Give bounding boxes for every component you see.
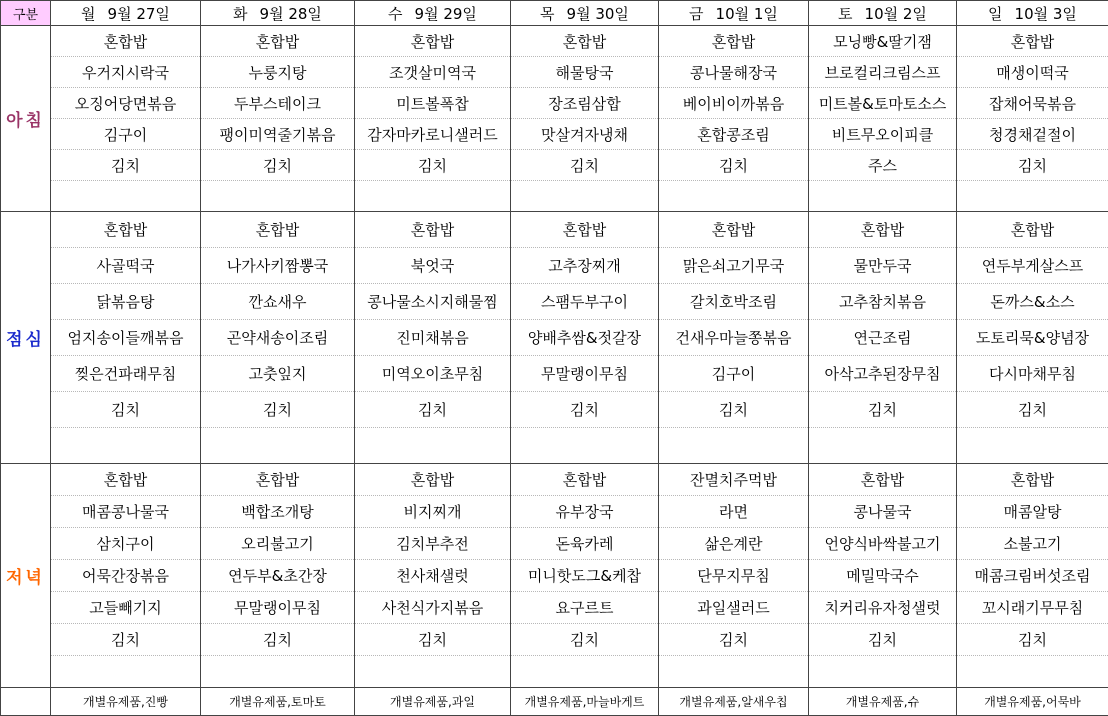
menu-cell: 매콤콩나물국 (51, 496, 201, 528)
menu-cell: 김치 (355, 150, 511, 181)
menu-cell: 혼합밥 (511, 464, 659, 496)
menu-cell (51, 181, 201, 212)
dinner-row (1, 528, 1108, 560)
menu-cell: 치커리유자청샐럿 (809, 592, 957, 624)
menu-cell: 혼합밥 (201, 26, 355, 57)
menu-cell: 진미채볶음 (355, 320, 511, 356)
menu-cell: 꼬시래기무무침 (957, 592, 1108, 624)
day-date: 9월 29일 (415, 5, 477, 23)
menu-cell: 혼합밥 (957, 26, 1108, 57)
menu-cell (957, 428, 1108, 464)
menu-cell: 어묵간장볶음 (51, 560, 201, 592)
menu-cell: 김치 (201, 392, 355, 428)
menu-cell: 메밀막국수 (809, 560, 957, 592)
menu-cell (659, 428, 809, 464)
day-header (809, 1, 957, 26)
menu-cell: 혼합밥 (51, 212, 201, 248)
menu-cell: 김치 (659, 150, 809, 181)
snack-cell: 개별유제품,마늘바게트 (511, 688, 659, 716)
menu-cell: 오징어당면볶음 (51, 88, 201, 119)
menu-cell: 김치 (957, 392, 1108, 428)
menu-cell: 매콤알탕 (957, 496, 1108, 528)
dinner-row (1, 560, 1108, 592)
lunch-row (1, 392, 1108, 428)
menu-cell: 고들빼기지 (51, 592, 201, 624)
menu-cell: 돈까스&소스 (957, 284, 1108, 320)
menu-cell: 미니핫도그&케찹 (511, 560, 659, 592)
menu-cell: 혼합밥 (659, 26, 809, 57)
dinner-row (1, 624, 1108, 656)
menu-cell: 김구이 (51, 119, 201, 150)
menu-cell (511, 181, 659, 212)
day-date: 10월 3일 (1015, 5, 1077, 23)
dinner-row (1, 656, 1108, 688)
day-weekday: 월 (81, 3, 96, 24)
menu-cell: 혼합밥 (201, 212, 355, 248)
menu-cell: 미역오이초무침 (355, 356, 511, 392)
lunch-row (1, 320, 1108, 356)
dinner-row (1, 464, 1108, 496)
menu-cell: 김치 (809, 392, 957, 428)
menu-cell: 다시마채무침 (957, 356, 1108, 392)
menu-cell: 누룽지탕 (201, 57, 355, 88)
dinner-row (1, 496, 1108, 528)
breakfast-row (1, 88, 1108, 119)
menu-cell: 물만두국 (809, 248, 957, 284)
day-date: 10월 1일 (716, 5, 778, 23)
menu-cell (511, 428, 659, 464)
menu-cell (511, 656, 659, 688)
menu-cell: 매콤크림버섯조림 (957, 560, 1108, 592)
day-header (51, 1, 201, 26)
breakfast-row (1, 181, 1108, 212)
menu-cell: 콩나물국 (809, 496, 957, 528)
menu-cell: 김치 (957, 624, 1108, 656)
menu-cell: 두부스테이크 (201, 88, 355, 119)
snack-cell: 개별유제품,알새우칩 (659, 688, 809, 716)
menu-cell: 고추장찌개 (511, 248, 659, 284)
menu-cell: 혼합밥 (51, 464, 201, 496)
menu-cell: 혼합밥 (355, 464, 511, 496)
menu-cell: 청경채겉절이 (957, 119, 1108, 150)
menu-cell: 김치 (511, 150, 659, 181)
menu-cell: 닭볶음탕 (51, 284, 201, 320)
day-weekday: 화 (233, 3, 248, 24)
menu-cell: 김치 (659, 624, 809, 656)
dinner-label: 저녁 (1, 464, 51, 688)
lunch-row (1, 284, 1108, 320)
menu-cell: 스팸두부구이 (511, 284, 659, 320)
menu-cell: 김치부추전 (355, 528, 511, 560)
breakfast-row (1, 26, 1108, 57)
menu-cell: 비트무오이피클 (809, 119, 957, 150)
day-weekday: 금 (689, 3, 704, 24)
menu-cell: 혼합밥 (809, 212, 957, 248)
menu-cell (957, 181, 1108, 212)
menu-cell: 김치 (659, 392, 809, 428)
breakfast-label: 아침 (1, 26, 51, 212)
menu-cell: 오리불고기 (201, 528, 355, 560)
menu-cell: 김치 (511, 392, 659, 428)
menu-cell (201, 656, 355, 688)
menu-cell: 맛살겨자냉채 (511, 119, 659, 150)
menu-cell (355, 181, 511, 212)
menu-cell (957, 656, 1108, 688)
menu-cell: 혼합밥 (511, 26, 659, 57)
menu-cell: 혼합콩조림 (659, 119, 809, 150)
menu-cell: 과일샐러드 (659, 592, 809, 624)
menu-cell: 사천식가지볶음 (355, 592, 511, 624)
menu-cell (809, 181, 957, 212)
breakfast-row (1, 57, 1108, 88)
menu-cell: 잡채어묵볶음 (957, 88, 1108, 119)
menu-cell: 건새우마늘쫑볶음 (659, 320, 809, 356)
menu-cell: 고춧잎지 (201, 356, 355, 392)
snack-cell: 개별유제품,토마토 (201, 688, 355, 716)
menu-cell: 찢은건파래무침 (51, 356, 201, 392)
menu-cell: 혼합밥 (355, 26, 511, 57)
menu-cell: 혼합밥 (511, 212, 659, 248)
menu-cell: 고추참치볶음 (809, 284, 957, 320)
menu-cell: 라면 (659, 496, 809, 528)
menu-cell: 삶은계란 (659, 528, 809, 560)
day-date: 9월 30일 (567, 5, 629, 23)
menu-cell: 김치 (511, 624, 659, 656)
menu-cell: 팽이미역줄기볶음 (201, 119, 355, 150)
menu-cell: 혼합밥 (809, 464, 957, 496)
menu-cell: 우거지시락국 (51, 57, 201, 88)
day-date: 9월 28일 (260, 5, 322, 23)
lunch-row (1, 428, 1108, 464)
day-weekday: 일 (988, 3, 1003, 24)
menu-cell: 갈치호박조림 (659, 284, 809, 320)
lunch-row (1, 212, 1108, 248)
day-header (659, 1, 809, 26)
menu-cell: 유부장국 (511, 496, 659, 528)
menu-cell: 미트볼폭찹 (355, 88, 511, 119)
menu-cell: 잔멸치주먹밥 (659, 464, 809, 496)
menu-cell: 비지찌개 (355, 496, 511, 528)
dinner-row (1, 592, 1108, 624)
menu-cell: 백합조개탕 (201, 496, 355, 528)
menu-cell: 모닝빵&딸기잼 (809, 26, 957, 57)
menu-cell: 김치 (51, 624, 201, 656)
menu-cell (201, 428, 355, 464)
day-header (511, 1, 659, 26)
menu-cell: 사골떡국 (51, 248, 201, 284)
menu-cell: 브로컬리크림스프 (809, 57, 957, 88)
menu-cell: 곤약새송이조림 (201, 320, 355, 356)
menu-cell: 양배추쌈&젓갈장 (511, 320, 659, 356)
menu-cell: 혼합밥 (201, 464, 355, 496)
menu-cell: 단무지무침 (659, 560, 809, 592)
menu-cell: 김치 (201, 624, 355, 656)
menu-cell: 천사채샐럿 (355, 560, 511, 592)
header-label: 구분 (1, 1, 51, 26)
menu-cell: 해물탕국 (511, 57, 659, 88)
menu-cell: 삼치구이 (51, 528, 201, 560)
day-weekday: 토 (838, 3, 853, 24)
day-date: 9월 27일 (108, 5, 170, 23)
menu-cell: 소불고기 (957, 528, 1108, 560)
header-row (1, 1, 1108, 26)
day-weekday: 목 (540, 3, 555, 24)
menu-cell: 베이비이까볶음 (659, 88, 809, 119)
menu-cell: 김치 (957, 150, 1108, 181)
snack-cell: 개별유제품,과일 (355, 688, 511, 716)
menu-cell (809, 428, 957, 464)
breakfast-row (1, 119, 1108, 150)
menu-cell: 김치 (809, 624, 957, 656)
snack-cell: 개별유제품,슈 (809, 688, 957, 716)
menu-cell (659, 656, 809, 688)
day-header (957, 1, 1108, 26)
menu-cell: 주스 (809, 150, 957, 181)
menu-cell (355, 656, 511, 688)
menu-cell: 연두부&초간장 (201, 560, 355, 592)
menu-cell: 미트볼&토마토소스 (809, 88, 957, 119)
snack-label-cell (1, 688, 51, 716)
menu-cell: 김치 (355, 624, 511, 656)
menu-cell: 연두부게살스프 (957, 248, 1108, 284)
menu-cell (659, 181, 809, 212)
menu-cell: 언양식바싹불고기 (809, 528, 957, 560)
menu-cell: 엄지송이들깨볶음 (51, 320, 201, 356)
menu-cell (809, 656, 957, 688)
menu-cell: 혼합밥 (51, 26, 201, 57)
menu-cell: 감자마카로니샐러드 (355, 119, 511, 150)
menu-cell: 아삭고추된장무침 (809, 356, 957, 392)
menu-cell: 맑은쇠고기무국 (659, 248, 809, 284)
menu-cell: 연근조림 (809, 320, 957, 356)
menu-cell: 혼합밥 (957, 464, 1108, 496)
day-header (201, 1, 355, 26)
menu-cell: 혼합밥 (957, 212, 1108, 248)
snack-cell: 개별유제품,진빵 (51, 688, 201, 716)
menu-cell: 김치 (201, 150, 355, 181)
snack-cell: 개별유제품,어묵바 (957, 688, 1108, 716)
menu-cell: 요구르트 (511, 592, 659, 624)
menu-cell: 북엇국 (355, 248, 511, 284)
menu-cell: 김치 (51, 150, 201, 181)
day-date: 10월 2일 (865, 5, 927, 23)
menu-cell: 김치 (355, 392, 511, 428)
menu-cell: 혼합밥 (355, 212, 511, 248)
menu-cell: 콩나물소시지해물찜 (355, 284, 511, 320)
menu-cell: 깐쇼새우 (201, 284, 355, 320)
menu-cell: 돈육카레 (511, 528, 659, 560)
menu-cell: 김치 (51, 392, 201, 428)
lunch-row (1, 248, 1108, 284)
lunch-row (1, 356, 1108, 392)
menu-cell: 도토리묵&양념장 (957, 320, 1108, 356)
menu-cell (51, 428, 201, 464)
menu-cell: 콩나물해장국 (659, 57, 809, 88)
menu-cell: 혼합밥 (659, 212, 809, 248)
menu-cell: 나가사키짬뽕국 (201, 248, 355, 284)
menu-cell: 무말랭이무침 (511, 356, 659, 392)
menu-cell: 조갯살미역국 (355, 57, 511, 88)
menu-cell: 김구이 (659, 356, 809, 392)
lunch-label: 점심 (1, 212, 51, 464)
menu-cell (201, 181, 355, 212)
menu-cell (355, 428, 511, 464)
menu-cell (51, 656, 201, 688)
day-header (355, 1, 511, 26)
day-weekday: 수 (388, 3, 403, 24)
breakfast-row (1, 150, 1108, 181)
snack-row (1, 688, 1108, 716)
menu-cell: 장조림삼합 (511, 88, 659, 119)
menu-cell: 무말랭이무침 (201, 592, 355, 624)
menu-cell: 매생이떡국 (957, 57, 1108, 88)
